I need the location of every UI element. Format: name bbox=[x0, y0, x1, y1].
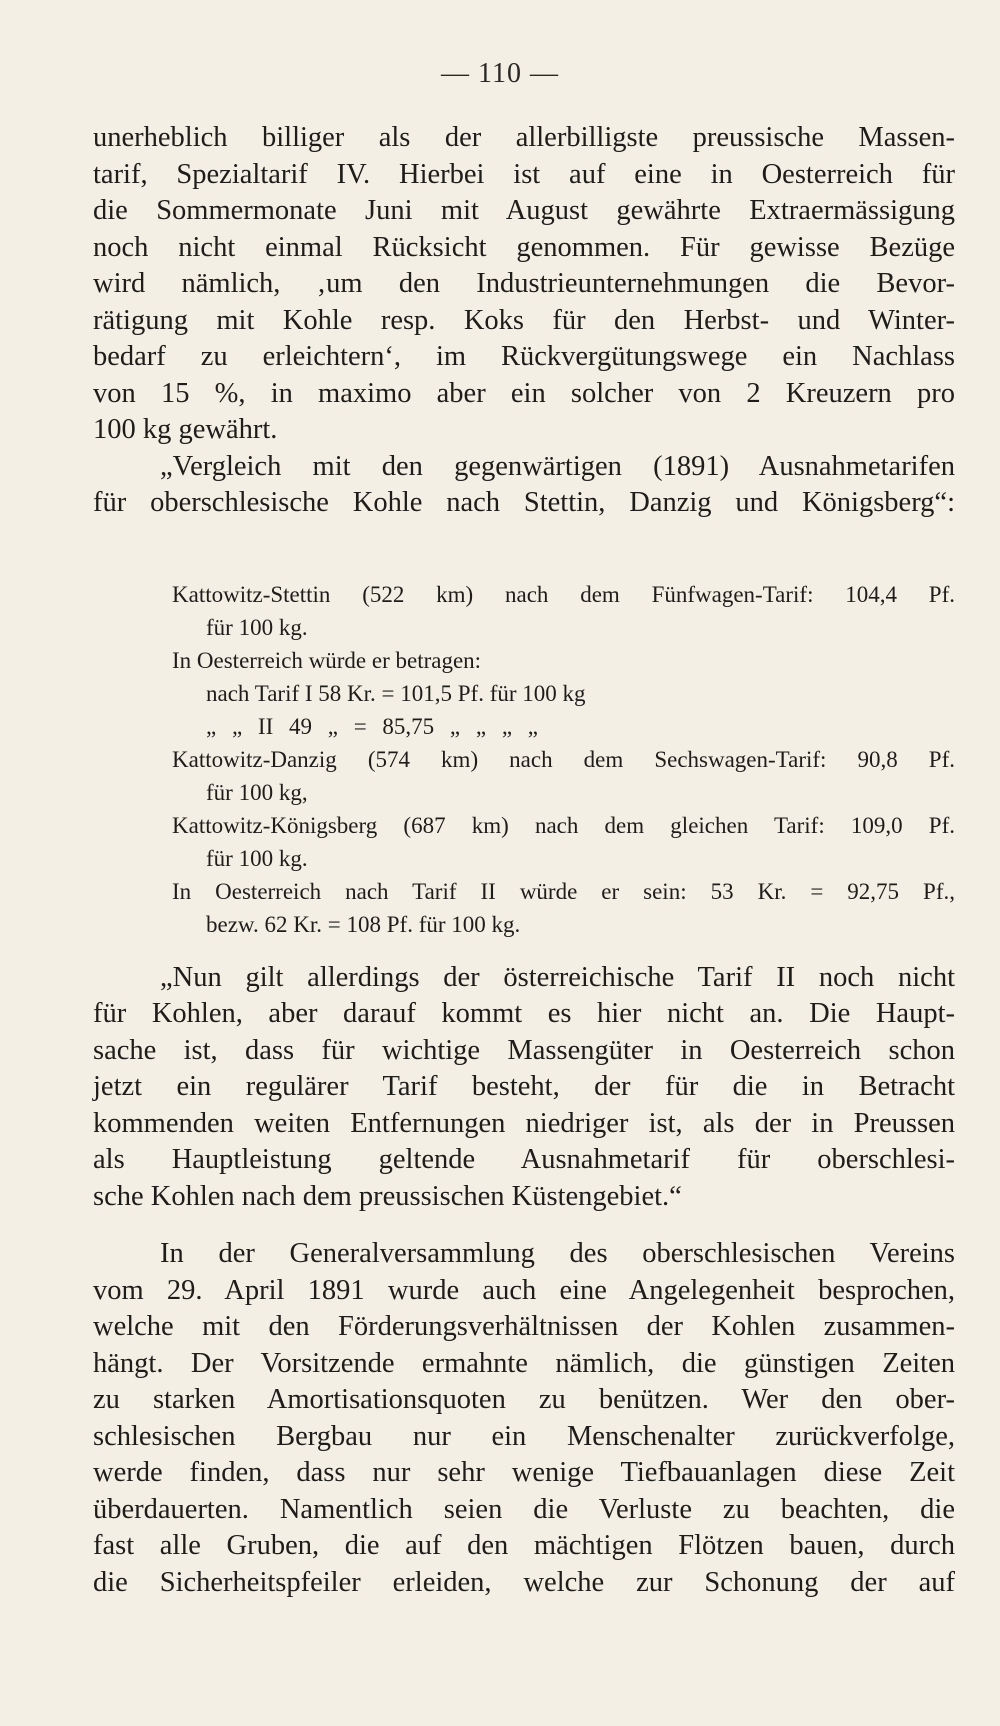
paragraph-3-line: sache ist, dass für wichtige Massengüter in Oesterreich schon bbox=[93, 1035, 955, 1066]
paragraph-4-line: schlesischen Bergbau nur ein Menschenalter zurückverfolge, bbox=[93, 1421, 955, 1452]
paragraph-3-line: kommenden weiten Entfernungen niedriger ist, als der in Preussen bbox=[93, 1108, 955, 1139]
tariff-line: In Oesterreich würde er betragen: bbox=[172, 648, 482, 673]
paragraph-1-line: bedarf zu erleichtern‘, im Rückvergütungswege ein Nachlass bbox=[93, 341, 955, 372]
paragraph-1-line: unerheblich billiger als der allerbilligste preussische Massen- bbox=[93, 122, 955, 153]
paragraph-3-line: als Hauptleistung geltende Ausnahmetarif für oberschlesi- bbox=[93, 1144, 955, 1175]
paragraph-4-line: In der Generalversammlung des oberschlesischen Vereins bbox=[160, 1238, 955, 1269]
paragraph-4-line: hängt. Der Vorsitzende ermahnte nämlich, die günstigen Zeiten bbox=[93, 1348, 955, 1379]
paragraph-1-line: von 15 %, in maximo aber ein solcher von 2 Kreuzern pro bbox=[93, 378, 955, 409]
tariff-line: Kattowitz-Danzig (574 km) nach dem Sechswagen-Tarif: 90,8 Pf. bbox=[172, 747, 955, 772]
paragraph-1-line: tarif, Spezialtarif IV. Hierbei ist auf eine in Oesterreich für bbox=[93, 159, 955, 190]
page-number: — 110 — bbox=[441, 58, 559, 89]
tariff-line: Kattowitz-Stettin (522 km) nach dem Fünfwagen-Tarif: 104,4 Pf. bbox=[172, 582, 955, 607]
paragraph-3-line: sche Kohlen nach dem preussischen Küstengebiet.“ bbox=[93, 1181, 682, 1212]
tariff-line: „ „ II 49 „ = 85,75 „ „ „ „ bbox=[206, 714, 538, 739]
paragraph-4-line: vom 29. April 1891 wurde auch eine Angelegenheit besprochen, bbox=[93, 1275, 955, 1306]
paragraph-1-line: wird nämlich, ‚um den Industrieunternehmungen die Bevor- bbox=[93, 268, 955, 299]
paragraph-1-line: noch nicht einmal Rücksicht genommen. Für gewisse Bezüge bbox=[93, 232, 955, 263]
tariff-line: In Oesterreich nach Tarif II würde er sein: 53 Kr. = 92,75 Pf., bbox=[172, 879, 955, 904]
paragraph-4-line: zu starken Amortisationsquoten zu benützen. Wer den ober- bbox=[93, 1384, 955, 1415]
paragraph-4-line: werde finden, dass nur sehr wenige Tiefbauanlagen diese Zeit bbox=[93, 1457, 955, 1488]
tariff-line: bezw. 62 Kr. = 108 Pf. für 100 kg. bbox=[206, 912, 521, 937]
paragraph-2-line: „Vergleich mit den gegenwärtigen (1891) Ausnahmetarifen bbox=[160, 451, 955, 482]
tariff-line: für 100 kg. bbox=[206, 846, 308, 871]
tariff-line: für 100 kg. bbox=[206, 615, 308, 640]
paragraph-4-line: fast alle Gruben, die auf den mächtigen Flötzen bauen, durch bbox=[93, 1530, 955, 1561]
tariff-line: nach Tarif I 58 Kr. = 101,5 Pf. für 100 kg bbox=[206, 681, 586, 706]
paragraph-3-line: „Nun gilt allerdings der österreichische Tarif II noch nicht bbox=[160, 962, 955, 993]
tariff-line: für 100 kg, bbox=[206, 780, 308, 805]
tariff-line: Kattowitz-Königsberg (687 km) nach dem gleichen Tarif: 109,0 Pf. bbox=[172, 813, 955, 838]
paragraph-1-line: die Sommermonate Juni mit August gewährte Extraermässigung bbox=[93, 195, 955, 226]
paragraph-4-line: die Sicherheitspfeiler erleiden, welche zur Schonung der auf bbox=[93, 1567, 955, 1598]
paragraph-3-line: für Kohlen, aber darauf kommt es hier nicht an. Die Haupt- bbox=[93, 998, 955, 1029]
paragraph-1-line: 100 kg gewährt. bbox=[93, 414, 278, 445]
paragraph-4-line: überdauerten. Namentlich seien die Verluste zu beachten, die bbox=[93, 1494, 955, 1525]
paragraph-3-line: jetzt ein regulärer Tarif besteht, der für die in Betracht bbox=[93, 1071, 955, 1102]
paragraph-1-line: rätigung mit Kohle resp. Koks für den Herbst- und Winter- bbox=[93, 305, 955, 336]
paragraph-4-line: welche mit den Förderungsverhältnissen der Kohlen zusammen- bbox=[93, 1311, 955, 1342]
paragraph-2-line: für oberschlesische Kohle nach Stettin, Danzig und Königsberg“: bbox=[93, 487, 955, 518]
